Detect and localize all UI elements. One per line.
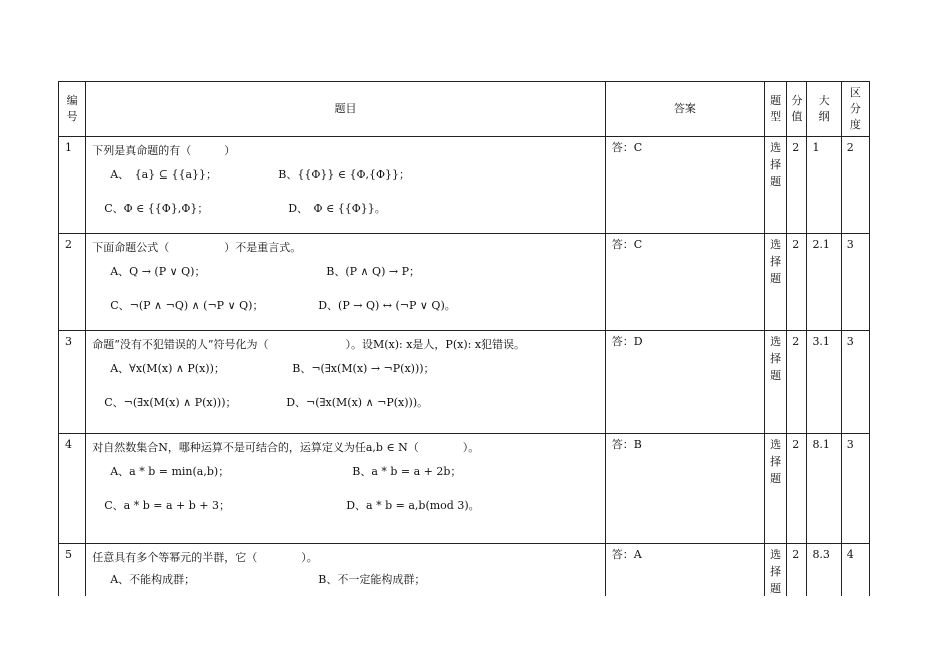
exam-sheet [58,81,870,596]
table-row [59,544,870,597]
question-text: 任意具有多个等幂元的半群，它（ ）。 [92,551,318,564]
header-question: 题目 [334,102,357,115]
option-b: B、{{Φ}} ∈ {Φ,{Φ}}； [278,168,410,181]
header-difficulty: 区 分 度 [849,86,861,131]
points-value: 2 [792,238,800,251]
option-d: D、¬(∃x(M(x) ∧ ¬P(x)))。 [286,396,429,409]
question-number: 4 [65,438,72,451]
header-answer: 答案 [673,102,696,115]
header-outline: 大 纲 [818,94,830,123]
option-b: B、(P ∧ Q) → P； [326,265,420,278]
header-row [59,82,870,137]
outline-value: 3.1 [812,335,830,348]
difficulty-value: 3 [846,238,854,251]
table-row [59,234,870,331]
question-number: 3 [65,335,72,348]
header-type: 题 型 [770,94,782,123]
question-text: 下列是真命题的有（ ） [92,144,236,157]
option-d: D、(P → Q) ↔ (¬P ∨ Q)。 [318,299,456,312]
header-points: 分 值 [791,94,803,123]
difficulty-value: 3 [846,335,854,348]
table-row [59,137,870,234]
question-text: 下面命题公式（ ）不是重言式。 [92,241,302,254]
option-a: A、Q → (P ∨ Q)； [110,265,206,278]
points-value: 2 [792,548,800,561]
difficulty-value: 2 [846,141,854,154]
question-number: 2 [65,238,72,251]
option-d: D、a * b = a,b(mod 3)。 [346,499,480,512]
question-type: 选 择 题 [770,438,782,485]
option-a: A、不能构成群； [110,573,196,586]
option-a: A、 {a} ⊆ {{a}}； [110,168,217,181]
difficulty-value: 4 [846,548,854,561]
points-value: 2 [792,438,800,451]
question-text: 对自然数集合N，哪种运算不是可结合的，运算定义为任a,b ∈ N（ ）。 [92,441,480,454]
question-type: 选 择 题 [770,141,782,188]
option-d: D、 Φ ∈ {{Φ}}。 [288,202,386,215]
answer-text: 答：C [611,238,643,251]
points-value: 2 [792,335,800,348]
option-c: C、Φ ∈ {{Φ},Φ}； [104,202,209,215]
option-b: B、¬(∃x(M(x) → ¬P(x)))； [292,362,435,375]
answer-text: 答：A [611,548,642,561]
option-b: B、a * b = a + 2b； [352,465,462,478]
question-type: 选 择 题 [770,335,782,382]
question-number: 1 [65,141,72,154]
outline-value: 2.1 [812,238,830,251]
option-c: C、a * b = a + b + 3； [104,499,230,512]
question-type: 选 择 题 [770,548,782,595]
points-value: 2 [792,141,800,154]
answer-text: 答：B [611,438,642,451]
question-type: 选 择 题 [770,238,782,285]
outline-value: 8.3 [812,548,830,561]
answer-text: 答：D [611,335,643,348]
question-number: 5 [65,548,72,561]
answer-text: 答：C [611,141,643,154]
option-c: C、¬(P ∧ ¬Q) ∧ (¬P ∨ Q)； [110,299,264,312]
option-c: C、¬(∃x(M(x) ∧ P(x)))； [104,396,237,409]
question-text: 命题“没有不犯错误的人”符号化为（ ）。设M(x): x是人，P(x): x犯错误。 [92,338,526,351]
option-a: A、a * b = min(a,b)； [110,465,230,478]
table-row [59,331,870,434]
header-num: 编 号 [66,94,78,123]
difficulty-value: 3 [846,438,854,451]
outline-value: 1 [812,141,820,154]
option-b: B、不一定能构成群； [318,573,426,586]
option-a: A、∀x(M(x) ∧ P(x))； [110,362,225,375]
table-row [59,434,870,544]
outline-value: 8.1 [812,438,830,451]
question-table [58,81,870,596]
